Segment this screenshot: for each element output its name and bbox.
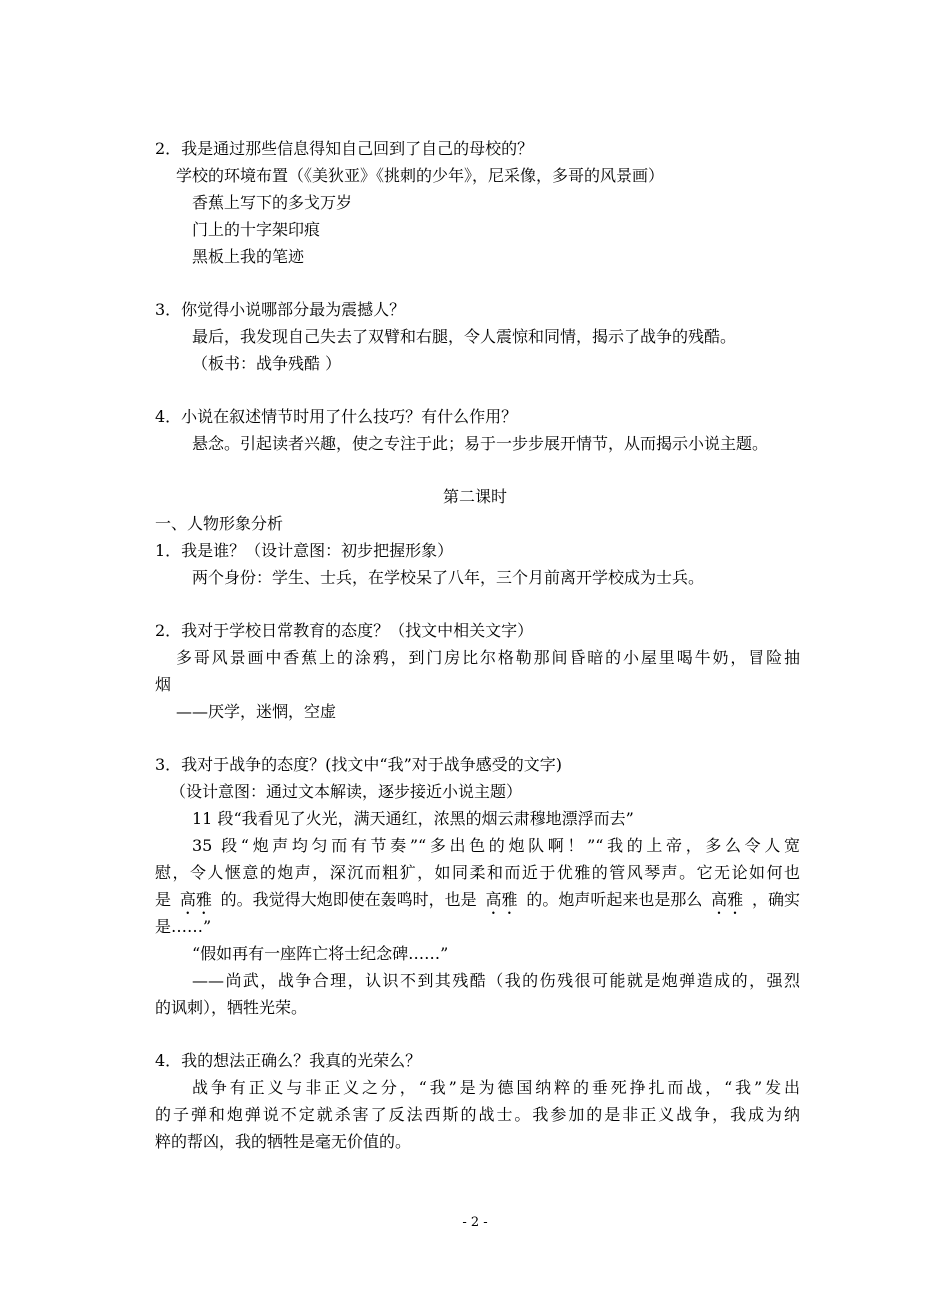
- answer-line: （板书：战争残酷 ）: [192, 354, 342, 373]
- section-title: 第二课时: [442, 487, 507, 506]
- answer-line: 的子弹和炮弹说不定就杀害了反法西斯的战士。我参加的是非正义战争，我成为纳: [155, 1105, 800, 1124]
- quote-line: “假如再有一座阵亡将士纪念碑……”: [192, 944, 449, 963]
- question-3: 3．我对于战争的态度？(找文中“我”对于战争感受的文字): [155, 755, 563, 774]
- text-span: 的。炮声听起来也是那么: [526, 890, 703, 909]
- emphasis-span: 高雅: [711, 890, 744, 909]
- question-2: 2．我对于学校日常教育的态度？（找文中相关文字）: [155, 621, 534, 640]
- answer-line: 多哥风景画中香蕉上的涂鸦，到门房比尔格勒那间昏暗的小屋里喝牛奶，冒险抽: [176, 648, 800, 667]
- answer-line: 两个身份：学生、士兵，在学校呆了八年，三个月前离开学校成为士兵。: [192, 568, 705, 587]
- question-1: 1．我是谁？（设计意图：初步把握形象）: [155, 541, 454, 560]
- design-intent: （设计意图：通过文本解读，逐步接近小说主题）: [170, 782, 523, 801]
- quote-line: 11 段“我看见了火光，满天通红，浓黑的烟云肃穆地漂浮而去”: [192, 809, 634, 828]
- quote-line-emphasis: [155, 889, 800, 918]
- quote-line: 是……”: [155, 917, 212, 936]
- answer-line: 烟: [155, 675, 172, 694]
- quote-line: 35 段“炮声均匀而有节奏”“多出色的炮队啊！”“我的上帝，多么令人宽: [192, 836, 800, 855]
- answer-line: 黑板上我的笔迹: [192, 247, 305, 266]
- answer-line: 战争有正义与非正义之分，“我”是为德国纳粹的垂死挣扎而战，“我”发出: [192, 1078, 800, 1097]
- question-4: 4．我的想法正确么？我真的光荣么？: [155, 1051, 422, 1070]
- text-span: ，确实: [751, 890, 800, 909]
- answer-line: 悬念。引起读者兴趣，使之专注于此；易于一步步展开情节，从而揭示小说主题。: [192, 434, 769, 453]
- answer-line: 门上的十字架印痕: [192, 220, 321, 239]
- text-span: 是: [155, 890, 172, 909]
- emphasis-span: 高雅: [179, 890, 212, 909]
- emphasis-span: 高雅: [485, 890, 518, 909]
- part-heading: 一、人物形象分析: [155, 514, 284, 533]
- answer-line: 最后，我发现自己失去了双臂和右腿，令人震惊和同情，揭示了战争的残酷。: [192, 327, 737, 346]
- answer-line: ——尚武，战争合理，认识不到其残酷（我的伤残很可能就是炮弹造成的，强烈: [192, 971, 800, 990]
- text-span: 的。我觉得大炮即使在轰鸣时，也是: [220, 890, 477, 909]
- question-4: 4．小说在叙述情节时用了什么技巧？有什么作用？: [155, 407, 518, 426]
- question-2: 2．我是通过那些信息得知自己回到了自己的母校的？: [155, 139, 534, 158]
- answer-line: 粹的帮凶，我的牺牲是毫无价值的。: [155, 1132, 412, 1151]
- answer-line: ——厌学，迷惘，空虚: [176, 702, 337, 721]
- page-number: - 2 -: [462, 1215, 488, 1230]
- question-3: 3．你觉得小说哪部分最为震撼人？: [155, 300, 406, 319]
- answer-line: 的讽刺），牺牲光荣。: [155, 998, 308, 1017]
- answer-line: 香蕉上写下的多戈万岁: [192, 193, 353, 212]
- quote-line: 慰，令人惬意的炮声，深沉而粗犷，如同柔和而近于优雅的管风琴声。它无论如何也: [155, 863, 800, 882]
- answer-line: 学校的环境布置（《美狄亚》《挑刺的少年》，尼采像，多哥的风景画）: [176, 166, 665, 185]
